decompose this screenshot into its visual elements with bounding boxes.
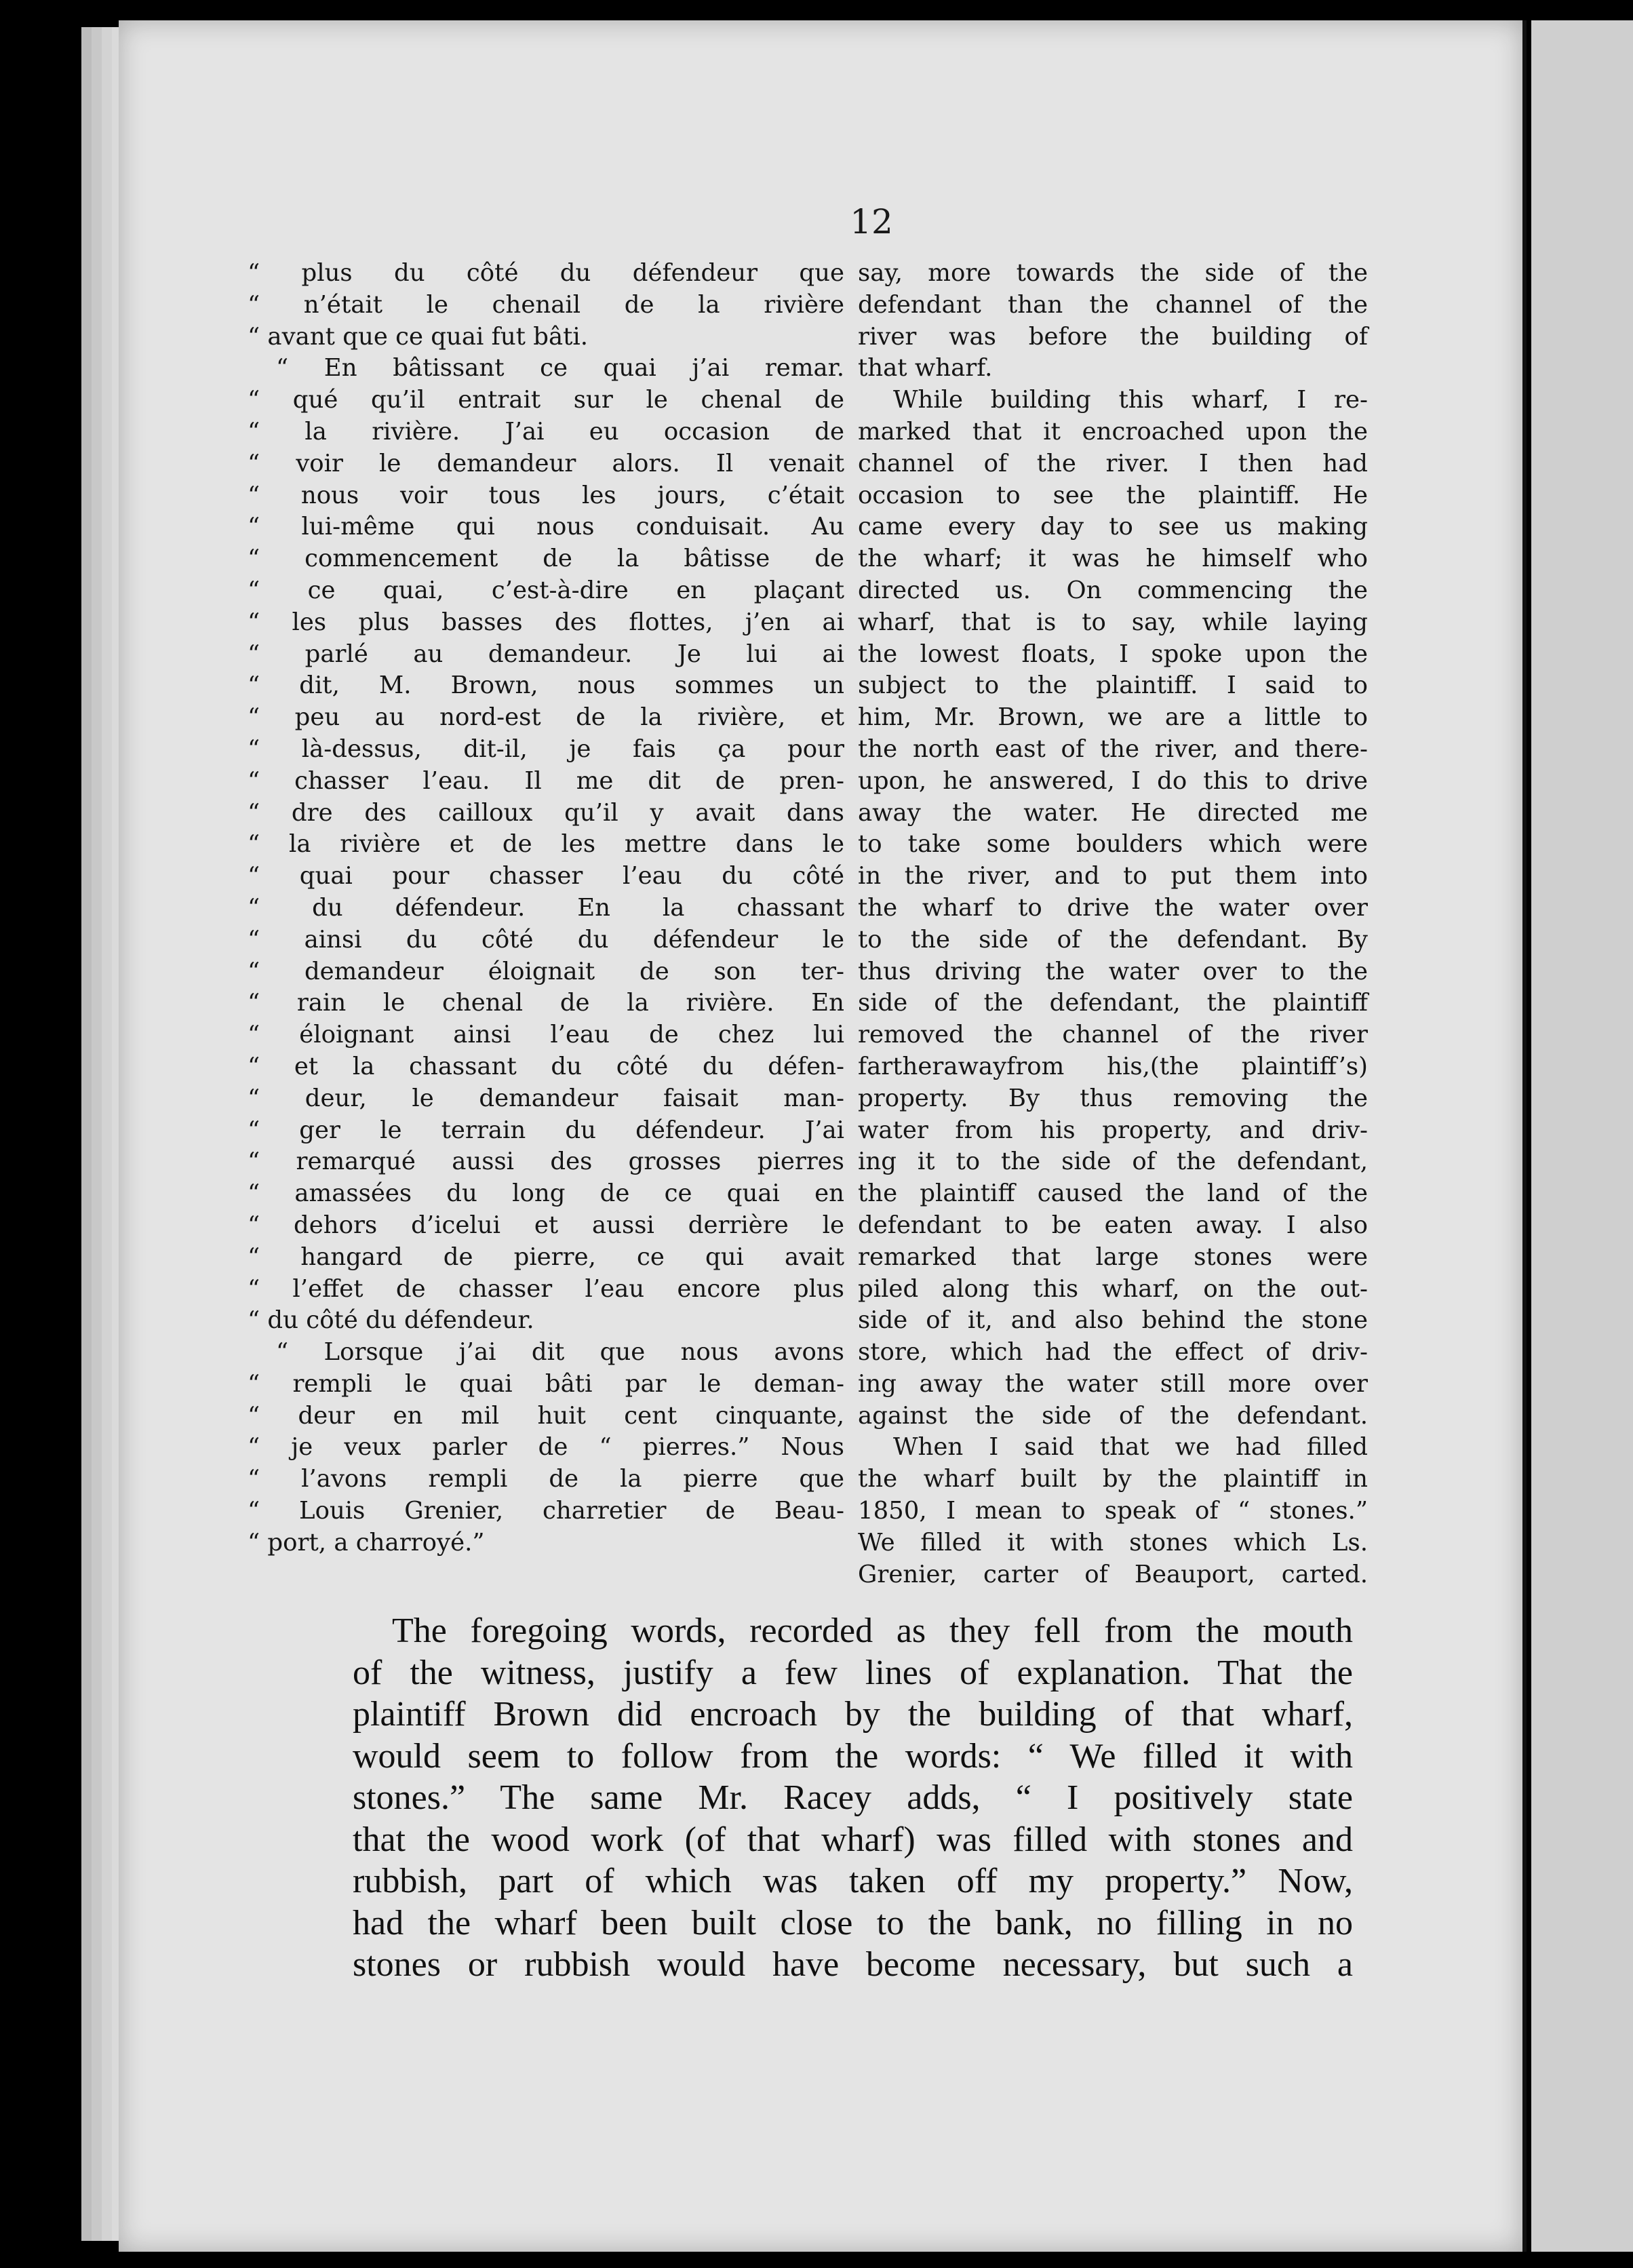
french-text-line: “ l’avons rempli de la pierre que [248,1465,844,1493]
paragraph-line: stones or rubbish would have become necessary, but such a [353,1945,1353,1984]
french-text-line: “ voir le demandeur alors. Il venait [248,449,844,477]
english-text-line: say, more towards the side of the [858,259,1368,287]
paragraph-line: The foregoing words, recorded as they fell from the mouth [392,1611,1353,1650]
french-text-line: “ commencement de la bâtisse de [248,545,844,573]
english-text-line: in the river, and to put them into [858,862,1368,891]
french-text-line: “ ce quai, c’est-à-dire en plaçant [248,576,844,604]
french-text-line: “ ainsi du côté du défendeur le [248,925,844,954]
english-text-line: defendant than the channel of the [858,290,1368,319]
french-text-line: “ rempli le quai bâti par le deman- [248,1369,844,1398]
french-text-line: “ l’effet de chasser l’eau encore plus [248,1274,844,1303]
english-text-line: him, Mr. Brown, we are a little to [858,703,1368,732]
french-text-line: “ du côté du défendeur. [248,1306,534,1335]
french-text-line: “ En bâtissant ce quai j’ai remar. [276,354,844,383]
english-text-line: against the side of the defendant. [858,1401,1368,1430]
english-text-line: property. By thus removing the [858,1084,1368,1112]
english-translation-column [858,258,1368,1590]
english-text-line: removed the channel of the river [858,1021,1368,1049]
french-text-line: “ je veux parler de “ pierres.” Nous [248,1433,844,1462]
english-text-line: When I said that we had filled [893,1433,1368,1462]
english-text-line: the lowest floats, I spoke upon the [858,640,1368,668]
french-text-line: “ là-dessus, dit-il, je fais ça pour [248,735,844,763]
english-text-line: came every day to see us making [858,513,1368,541]
english-text-line: side of it, and also behind the stone [858,1306,1368,1335]
english-text-line: subject to the plaintiff. I said to [858,671,1368,700]
french-text-line: “ dit, M. Brown, nous sommes un [248,671,844,700]
french-text-line: “ plus du côté du défendeur que [248,259,844,287]
english-text-line: to the side of the defendant. By [858,925,1368,954]
french-text-line: “ dre des cailloux qu’il y avait dans [248,798,844,827]
french-text-line: “ avant que ce quai fut bâti. [248,322,589,351]
french-text-line: “ dehors d’icelui et aussi derrière le [248,1211,844,1239]
page-number: 12 [850,202,893,241]
french-text-line: “ amassées du long de ce quai en [248,1179,844,1208]
paragraph-line: rubbish, part of which was taken off my property.” Now, [353,1862,1353,1900]
english-text-line: side of the defendant, the plaintiff [858,989,1368,1017]
english-text-line: marked that it encroached upon the [858,417,1368,446]
paragraph-line: stones.” The same Mr. Racey adds, “ I positively state [353,1778,1353,1817]
french-text-line: “ nous voir tous les jours, c’était [248,481,844,509]
english-text-line: the wharf to drive the water over [858,893,1368,922]
paragraph-line: that the wood work (of that wharf) was filled with stones and [353,1820,1353,1859]
english-text-line: water from his property, and driv- [858,1116,1368,1144]
english-text-line: that wharf. [858,354,993,383]
french-text-line: “ hangard de pierre, ce qui avait [248,1243,844,1271]
english-text-line: defendant to be eaten away. I also [858,1211,1368,1239]
english-text-line: the wharf built by the plaintiff in [858,1465,1368,1493]
french-text-line: “ lui-même qui nous conduisait. Au [248,513,844,541]
english-text-line: occasion to see the plaintiff. He [858,481,1368,509]
english-text-line: ing away the water still more over [858,1369,1368,1398]
french-text-line: “ parlé au demandeur. Je lui ai [248,640,844,668]
french-text-line: “ qué qu’il entrait sur le chenal de [248,386,844,414]
english-text-line: We filled it with stones which Ls. [858,1528,1368,1557]
french-text-line: “ port, a charroyé.” [248,1528,485,1557]
paragraph-line: of the witness, justify a few lines of explanation. That the [353,1653,1353,1692]
english-text-line: thus driving the water over to the [858,957,1368,985]
french-text-line: “ peu au nord-est de la rivière, et [248,703,844,732]
english-text-line: channel of the river. I then had [858,449,1368,477]
english-text-line: remarked that large stones were [858,1243,1368,1271]
french-text-line: “ les plus basses des flottes, j’en ai [248,608,844,636]
facing-page-edge [1531,20,1633,2252]
french-text-line: “ deur en mil huit cent cinquante, [248,1401,844,1430]
french-text-line: “ la rivière et de les mettre dans le [248,830,844,859]
paragraph-line: had the wharf been built close to the bank, no filling in no [353,1903,1353,1942]
french-text-line: “ demandeur éloignait de son ter- [248,957,844,985]
paragraph-line: plaintiff Brown did encroach by the building of that wharf, [353,1695,1353,1734]
english-text-line: the plaintiff caused the land of the [858,1179,1368,1208]
french-text-line: “ du défendeur. En la chassant [248,893,844,922]
french-text-line: “ et la chassant du côté du défen- [248,1052,844,1080]
french-testimony-column [248,258,844,1559]
english-text-line: the wharf; it was he himself who [858,545,1368,573]
english-text-line: away the water. He directed me [858,798,1368,827]
french-text-line: “ éloignant ainsi l’eau de chez lui [248,1021,844,1049]
english-text-line: While building this wharf, I re- [893,386,1368,414]
english-text-line: ing it to the side of the defendant, [858,1148,1368,1176]
french-text-line: “ remarqué aussi des grosses pierres [248,1148,844,1176]
english-text-line: river was before the building of [858,322,1368,351]
french-text-line: “ quai pour chasser l’eau du côté [248,862,844,891]
english-text-line: directed us. On commencing the [858,576,1368,604]
english-text-line: the north east of the river, and there- [858,735,1368,763]
french-text-line: “ Louis Grenier, charretier de Beau- [248,1497,844,1525]
paragraph-line: would seem to follow from the words: “ We filled it with [353,1736,1353,1776]
english-text-line: store, which had the effect of driv- [858,1338,1368,1367]
english-text-line: Grenier, carter of Beauport, carted. [858,1560,1368,1588]
french-text-line: “ la rivière. J’ai eu occasion de [248,417,844,446]
english-text-line: piled along this wharf, on the out- [858,1274,1368,1303]
english-text-line: wharf, that is to say, while laying [858,608,1368,636]
english-text-line: fartherawayfrom his,(the plaintiff’s) [858,1052,1368,1080]
english-text-line: 1850, I mean to speak of “ stones.” [858,1497,1368,1525]
french-text-line: “ Lorsque j’ai dit que nous avons [276,1338,844,1367]
french-text-line: “ ger le terrain du défendeur. J’ai [248,1116,844,1144]
english-text-line: to take some boulders which were [858,830,1368,859]
french-text-line: “ deur, le demandeur faisait man- [248,1084,844,1112]
french-text-line: “ chasser l’eau. Il me dit de pren- [248,766,844,795]
french-text-line: “ rain le chenal de la rivière. En [248,989,844,1017]
english-text-line: upon, he answered, I do this to drive [858,766,1368,795]
french-text-line: “ n’était le chenail de la rivière [248,290,844,319]
explanation-paragraph [353,1610,1353,1986]
